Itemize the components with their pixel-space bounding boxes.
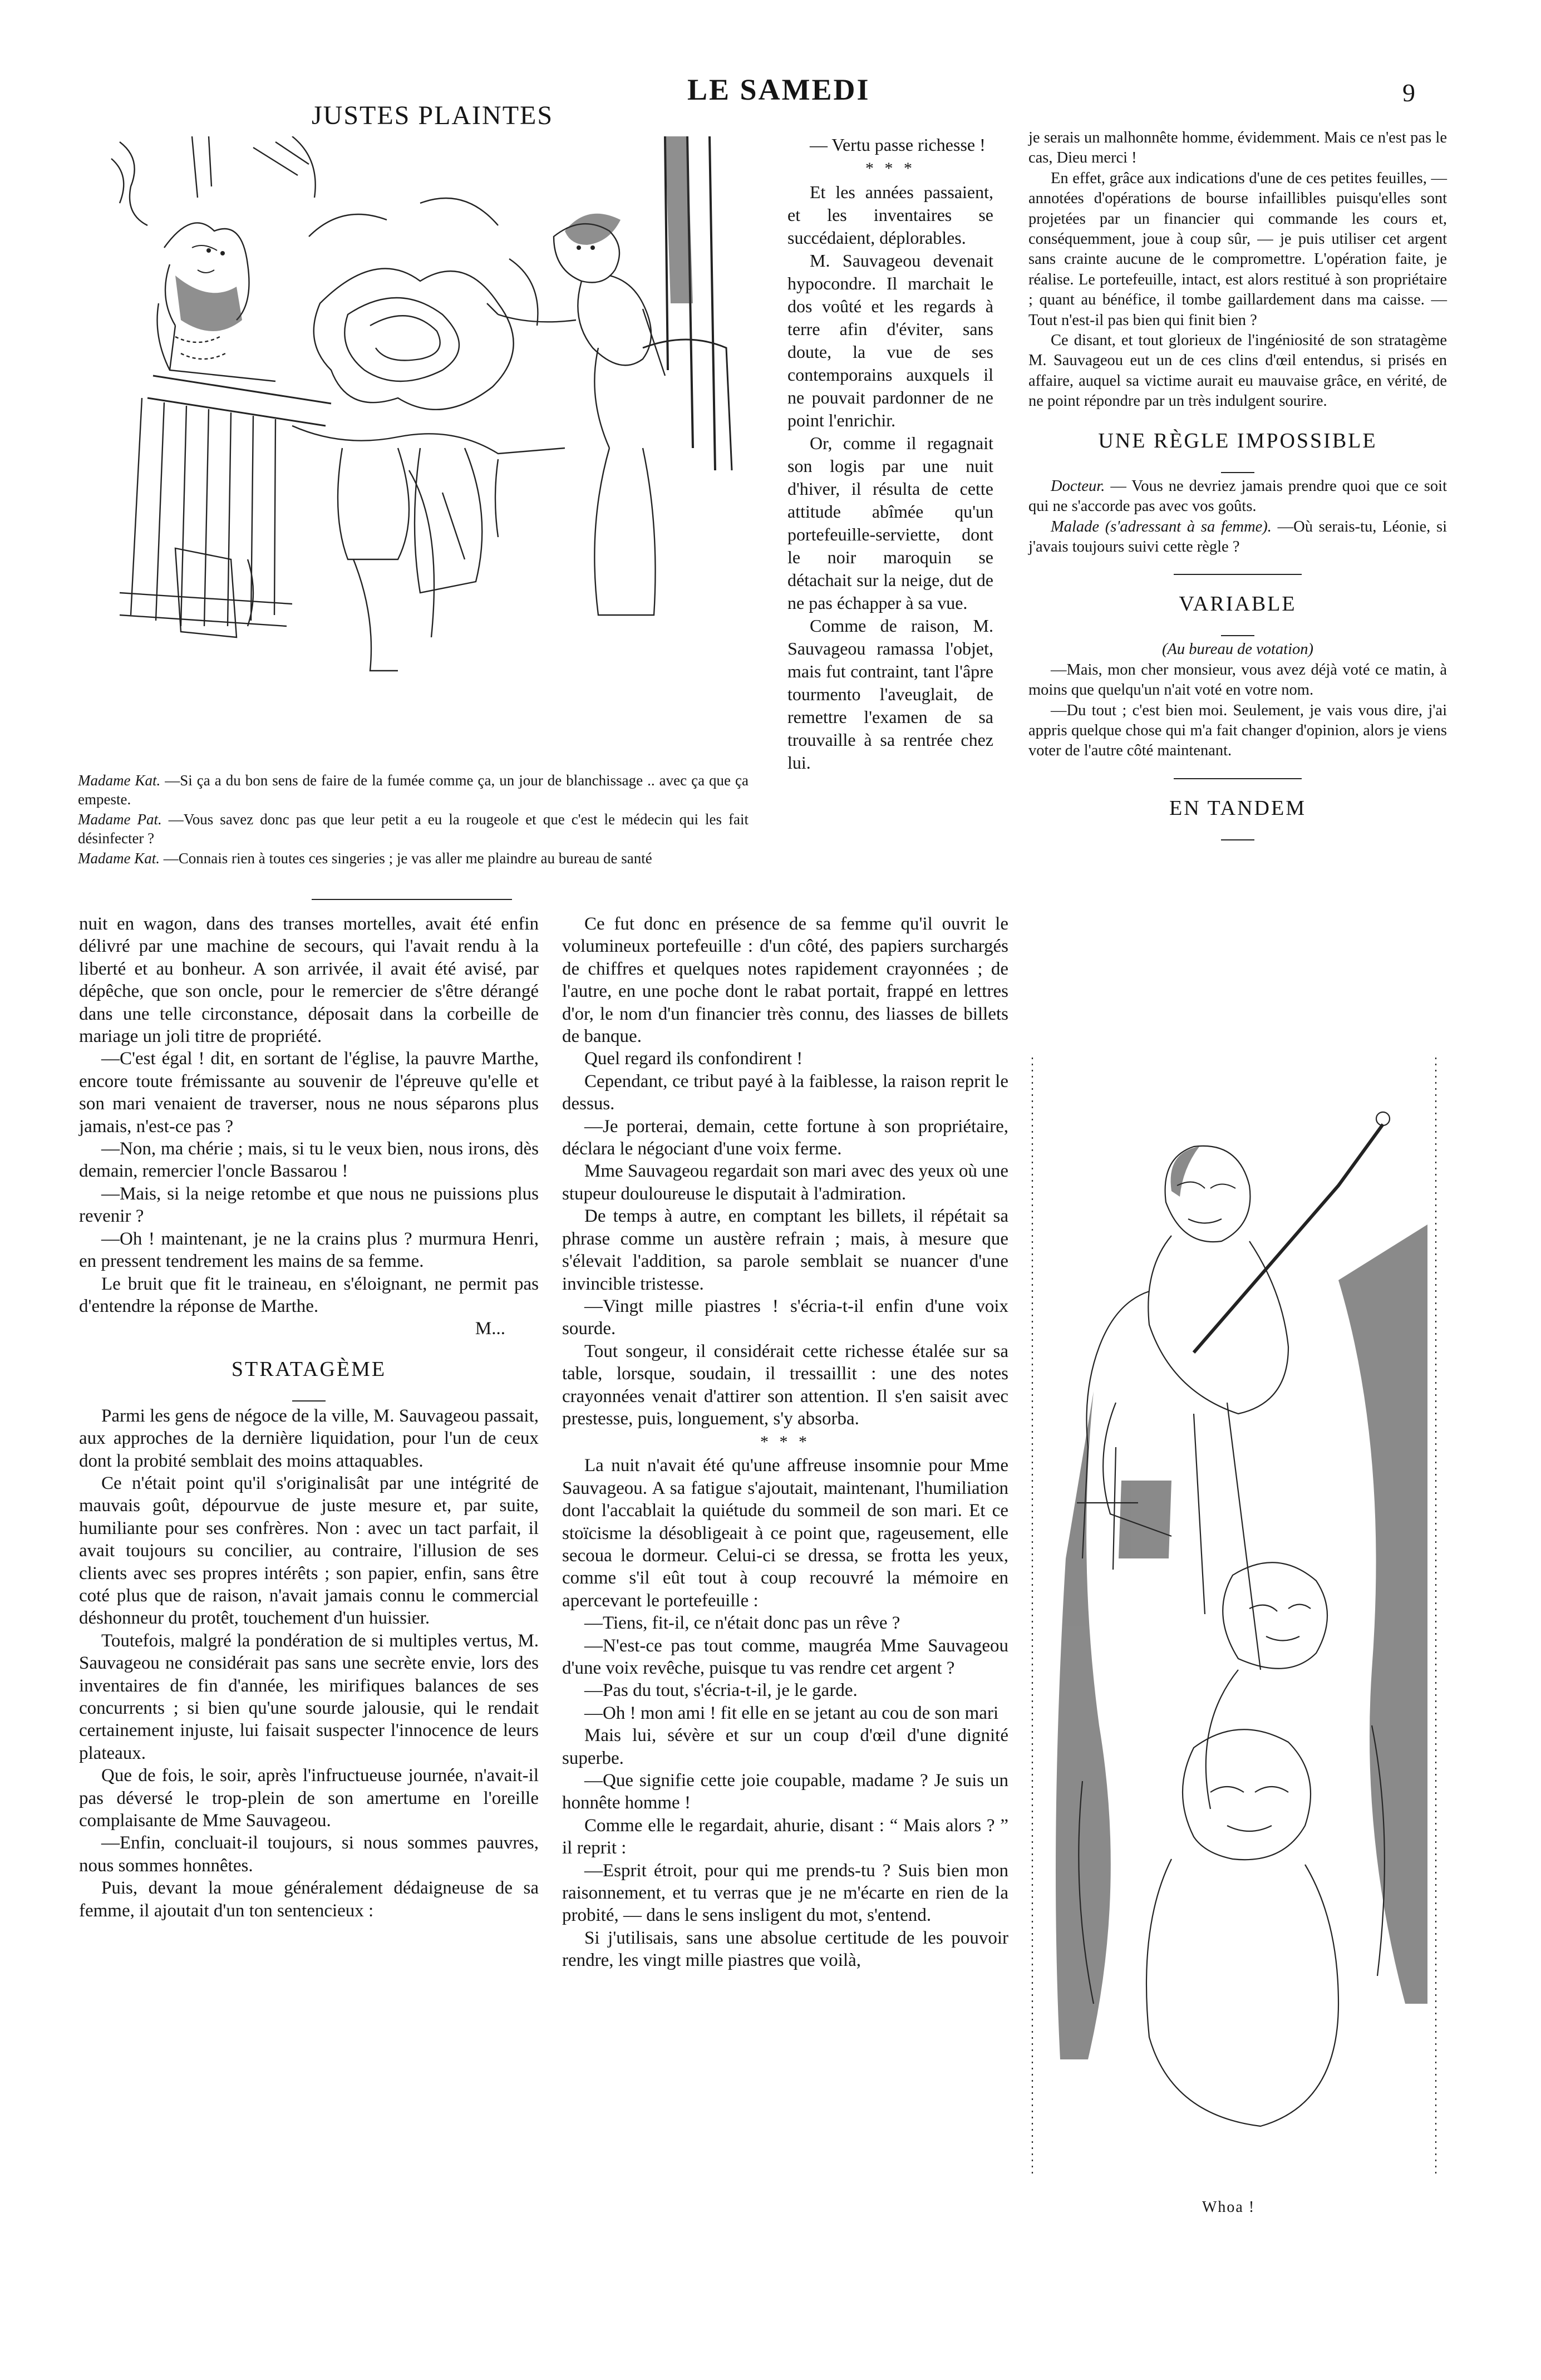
paragraph: M. Sauvageou devenait hypocondre. Il marchait le dos voûté et les regards à terre afin d'éviter, sans doute, la vue de ses contemporains auxquels il ne pouvait pardonner de ne point l'enrichir. [787, 250, 993, 430]
caption-text: —Vous savez donc pas que leur petit a eu la rougeole et que c'est le médecin qui les fait désinfecter ? [78, 811, 749, 847]
cartoon-caption-2 [78, 810, 749, 848]
masthead: LE SAMEDI [687, 73, 870, 106]
heading-rule [1221, 635, 1254, 636]
dialog-speaker: Docteur. [1051, 477, 1105, 495]
section-heading: UNE RÈGLE IMPOSSIBLE [1098, 429, 1377, 453]
paragraph: —Non, ma chérie ; mais, si tu le veux bien, nous irons, dès demain, remercier l'oncle Bassarou ! [79, 1139, 539, 1182]
paragraph: Mme Sauvageou regardait son mari avec des yeux où une stupeur douloureuse le disputait à l'admiration. [562, 1161, 1008, 1204]
photo-caption: Whoa ! [1202, 2199, 1256, 2216]
text-column-left [79, 913, 539, 1922]
paragraph: Cependant, ce tribut payé à la faiblesse, la raison reprit le dessus. [562, 1071, 1008, 1114]
paragraph: En effet, grâce aux indications d'une de ces petites feuilles, — annotées d'opérations de bourse infaillibles puisqu'elles sont projetées par un financier qui commande les cours et, conséquemment, joue à coup sûr, — je puis utiliser cet argent sans crainte aucune de le compromettre. L'opération faite, je réalise. Le portefeuille, intact, est alors restitué à son propriétaire ; quant au bénéfice, il tombe gaillardement dans ma caisse. — Tout n'est-il pas bien qui finit bien ? [1028, 169, 1447, 329]
paragraph: —Je porterai, demain, cette fortune à son propriétaire, déclara le négociant d'une voix ferme. [562, 1116, 1008, 1159]
paragraph: —Oh ! maintenant, je ne la crains plus ? murmura Henri, en pressent tendrement les mains de sa femme. [79, 1228, 539, 1272]
text-column-middle [562, 913, 1008, 1972]
paragraph: —Oh ! mon ami ! fit elle en se jetant au cou de son mari [584, 1703, 999, 1723]
divider-rule [312, 899, 512, 900]
paragraph: je serais un malhonnête homme, évidemment. Mais ce n'est pas le cas, Dieu merci ! [1028, 129, 1447, 167]
paragraph: Puis, devant la moue généralement dédaigneuse de sa femme, il ajoutait d'un ton sentencieux : [79, 1878, 539, 1921]
section-subtitle: (Au bureau de votation) [1161, 641, 1313, 658]
paragraph: —Tiens, fit-il, ce n'était donc pas un rêve ? [584, 1613, 900, 1634]
caption-speaker: Madame Kat. [78, 850, 160, 867]
section-heading: VARIABLE [1179, 592, 1297, 616]
signature: M... [475, 1319, 505, 1339]
paragraph: —N'est-ce pas tout comme, maugréa Mme Sauvageou d'une voix revêche, puisque tu vas rendre cet argent ? [562, 1635, 1008, 1678]
paragraph: Parmi les gens de négoce de la ville, M. Sauvageou passait, aux approches de la dernière liquidation, pour l'un de ceux dont la probité semblait des moins attaquables. [79, 1405, 539, 1471]
paragraph: Tout songeur, il considérait cette richesse étalée sur sa table, lorsque, soudain, il tressaillit : une des notes crayonnées venait d'attirer son attention. Il s'en saisit avec prestesse, puis, longuement, s'y absorba. [562, 1341, 1008, 1429]
paragraph: —Enfin, concluait-il toujours, si nous sommes pauvres, nous sommes honnêtes. [79, 1833, 539, 1876]
text-column-middle-top [787, 134, 993, 774]
paragraph: Si j'utilisais, sans une absolue certitude de les pouvoir rendre, les vingt mille piastres que voilà, [562, 1927, 1008, 1971]
paragraph: nuit en wagon, dans des transes mortelles, avait été enfin délivré par une machine de secours, qui l'avait rendu à la liberté et au bonheur. A son arrivée, il avait été avisé, par dépêche, que son oncle, pour le remercier de s'être dérangé dans une telle circonstance, déposait dans la corbeille de mariage un joli titre de propriété. [79, 914, 539, 1047]
caption-text: —Si ça a du bon sens de faire de la fumée comme ça, un jour de blanchissage .. avec ça que ça empeste. [78, 772, 749, 808]
dialog-paragraph [1028, 517, 1447, 558]
dialog-speaker: Malade (s'adressant à sa femme). [1051, 518, 1272, 535]
text-column-right [1028, 128, 1447, 844]
paragraph: —Esprit étroit, pour qui me prends-tu ? Suis bien mon raisonnement, et tu verras que je ne m'écarte en rien de la probité, — dans le sens insligent du mot, s'entend. [562, 1860, 1008, 1926]
paragraph: Et les années passaient, et les inventaires se succédaient, déplorables. [787, 182, 993, 248]
paragraph: —Vingt mille piastres ! s'écria-t-il enfin d'une voix sourde. [562, 1296, 1008, 1339]
tandem-photo [1027, 1058, 1441, 2174]
caption-speaker: Madame Kat. [78, 772, 161, 789]
paragraph: —Pas du tout, s'écria-t-il, je le garde. [584, 1680, 858, 1701]
heading-rule [292, 1400, 326, 1402]
paragraph: Toutefois, malgré la pondération de si multiples vertus, M. Sauvageou ne considérait pas sans une secrète envie, lors des inventaires de fin d'année, les mirifiques balances de ses concurrents ; si bien qu'une sourde jalousie, qui le rendait certainement injuste, lui faisait suspecter l'innocence de leurs plateaux. [79, 1630, 539, 1763]
paragraph: Mais lui, sévère et sur un coup d'œil d'une dignité superbe. [562, 1725, 1008, 1768]
section-break: * * * [865, 159, 915, 178]
page-number: 9 [1402, 78, 1415, 107]
paragraph: Quel regard ils confondirent ! [584, 1049, 803, 1069]
paragraph: La nuit n'avait été qu'une affreuse insomnie pour Mme Sauvageou. A sa fatigue s'ajoutait, maintenant, l'humiliation dont l'accablait la quiétude du sommeil de son mari. Et ce stoïcisme la désobligeait à ce point que, rageusement, elle secoua le dormeur. Celui-ci se dressa, se frotta les yeux, comme s'il eût tout à coup recouvré la mémoire en apercevant le portefeuille : [562, 1455, 1008, 1611]
dialog-paragraph [1028, 476, 1447, 517]
paragraph: — Vertu passe richesse ! [810, 135, 986, 155]
caption-text: —Connais rien à toutes ces singeries ; je vas aller me plaindre au bureau de santé [163, 850, 652, 867]
paragraph: —Du tout ; c'est bien moi. Seulement, je vais vous dire, j'ai appris quelque chose qui m'a fait changer d'opinion, alors je viens voter de l'autre côté maintenant. [1028, 701, 1447, 760]
dialog-text: — Vous ne devriez jamais prendre quoi que ce soit qui ne s'accorde pas avec vos goûts. [1028, 477, 1447, 515]
paragraph: Ce n'était point qu'il s'originalisât par une intégrité de mauvais goût, dépourvue de juste mesure et, par suite, humiliante pour ses confrères. Non : avec un tact parfait, il avait toujours su concilier, au contraire, l'illusion de ses clients avec ses propres intérêts ; son papier, enfin, sans être coté plus que de raison, n'avait jamais connu le commercial déshonneur du protêt, touchement d'un huissier. [79, 1473, 539, 1629]
paragraph: —C'est égal ! dit, en sortant de l'église, la pauvre Marthe, encore toute frémissante au souvenir de l'épreuve qu'elle et son mari venaient de traverser, nous ne nous séparons plus jamais, n'est-ce pas ? [79, 1049, 539, 1137]
paragraph: De temps à autre, en comptant les billets, il répétait sa phrase comme un austère refrain ; mais, à mesure que s'élevait l'addition, sa parole semblait se nuancer d'une invincible tristesse. [562, 1206, 1008, 1294]
paragraph: Comme elle le regardait, ahurie, disant : “ Mais alors ? ” il reprit : [562, 1815, 1008, 1858]
section-rule [1174, 778, 1302, 779]
dialog-text: —Où serais-tu, Léonie, si j'avais toujours suivi cette règle ? [1028, 518, 1447, 555]
section-break: * * * [760, 1433, 810, 1452]
cartoon-title: JUSTES PLAINTES [312, 101, 554, 130]
paragraph: Le bruit que fit le traineau, en s'éloignant, ne permit pas d'entendre la réponse de Marthe. [79, 1273, 539, 1316]
paragraph: Que de fois, le soir, après l'infructueuse journée, n'avait-il pas déversé le trop-plein de son amertume en l'oreille complaisante de Mme Sauvageou. [79, 1766, 539, 1831]
caption-speaker: Madame Pat. [78, 811, 162, 828]
cartoon-caption-3 [78, 849, 749, 868]
paragraph: —Mais, si la neige retombe et que nous ne puissions plus revenir ? [79, 1183, 539, 1227]
cartoon-caption-1 [78, 771, 749, 809]
section-rule [1174, 574, 1302, 575]
paragraph: —Que signifie cette joie coupable, madame ? Je suis un honnête homme ! [562, 1771, 1008, 1813]
paragraph: Ce fut donc en présence de sa femme qu'il ouvrit le volumineux portefeuille : d'un côté, des papiers surchargés de chiffres et quelques notes rapidement crayonnées ; de l'autre, en une poche dont le rabat portait, frappé en lettres d'or, le nom d'un financier très connu, des liasses de billets de banque. [562, 914, 1008, 1047]
section-heading: STRATAGÈME [231, 1357, 387, 1381]
heading-rule [1221, 839, 1254, 840]
paragraph: Comme de raison, M. Sauvageou ramassa l'objet, mais fut contraint, tant l'âpre tourmento l'aveuglait, de remettre l'examen de sa trouvaille à sa rentrée chez lui. [787, 616, 993, 773]
section-heading: EN TANDEM [1169, 796, 1306, 820]
cartoon-illustration [109, 136, 743, 757]
paragraph: —Mais, mon cher monsieur, vous avez déjà voté ce matin, à moins que quelqu'un n'ait voté en votre nom. [1028, 661, 1447, 699]
paragraph: Ce disant, et tout glorieux de l'ingéniosité de son stratagème M. Sauvageou eut un de ces clins d'œil entendus, si prisés en affaire, auquel sa victime aurait eu mauvaise grâce, en vérité, de ne point répondre par un très indulgent sourire. [1028, 332, 1447, 410]
paragraph: Or, comme il regagnait son logis par une nuit d'hiver, il résulta de cette attitude abîmée qu'un portefeuille-serviette, dont le noir maroquin se détachait sur la neige, dut de ne pas échapper à sa vue. [787, 433, 993, 613]
heading-rule [1221, 472, 1254, 473]
